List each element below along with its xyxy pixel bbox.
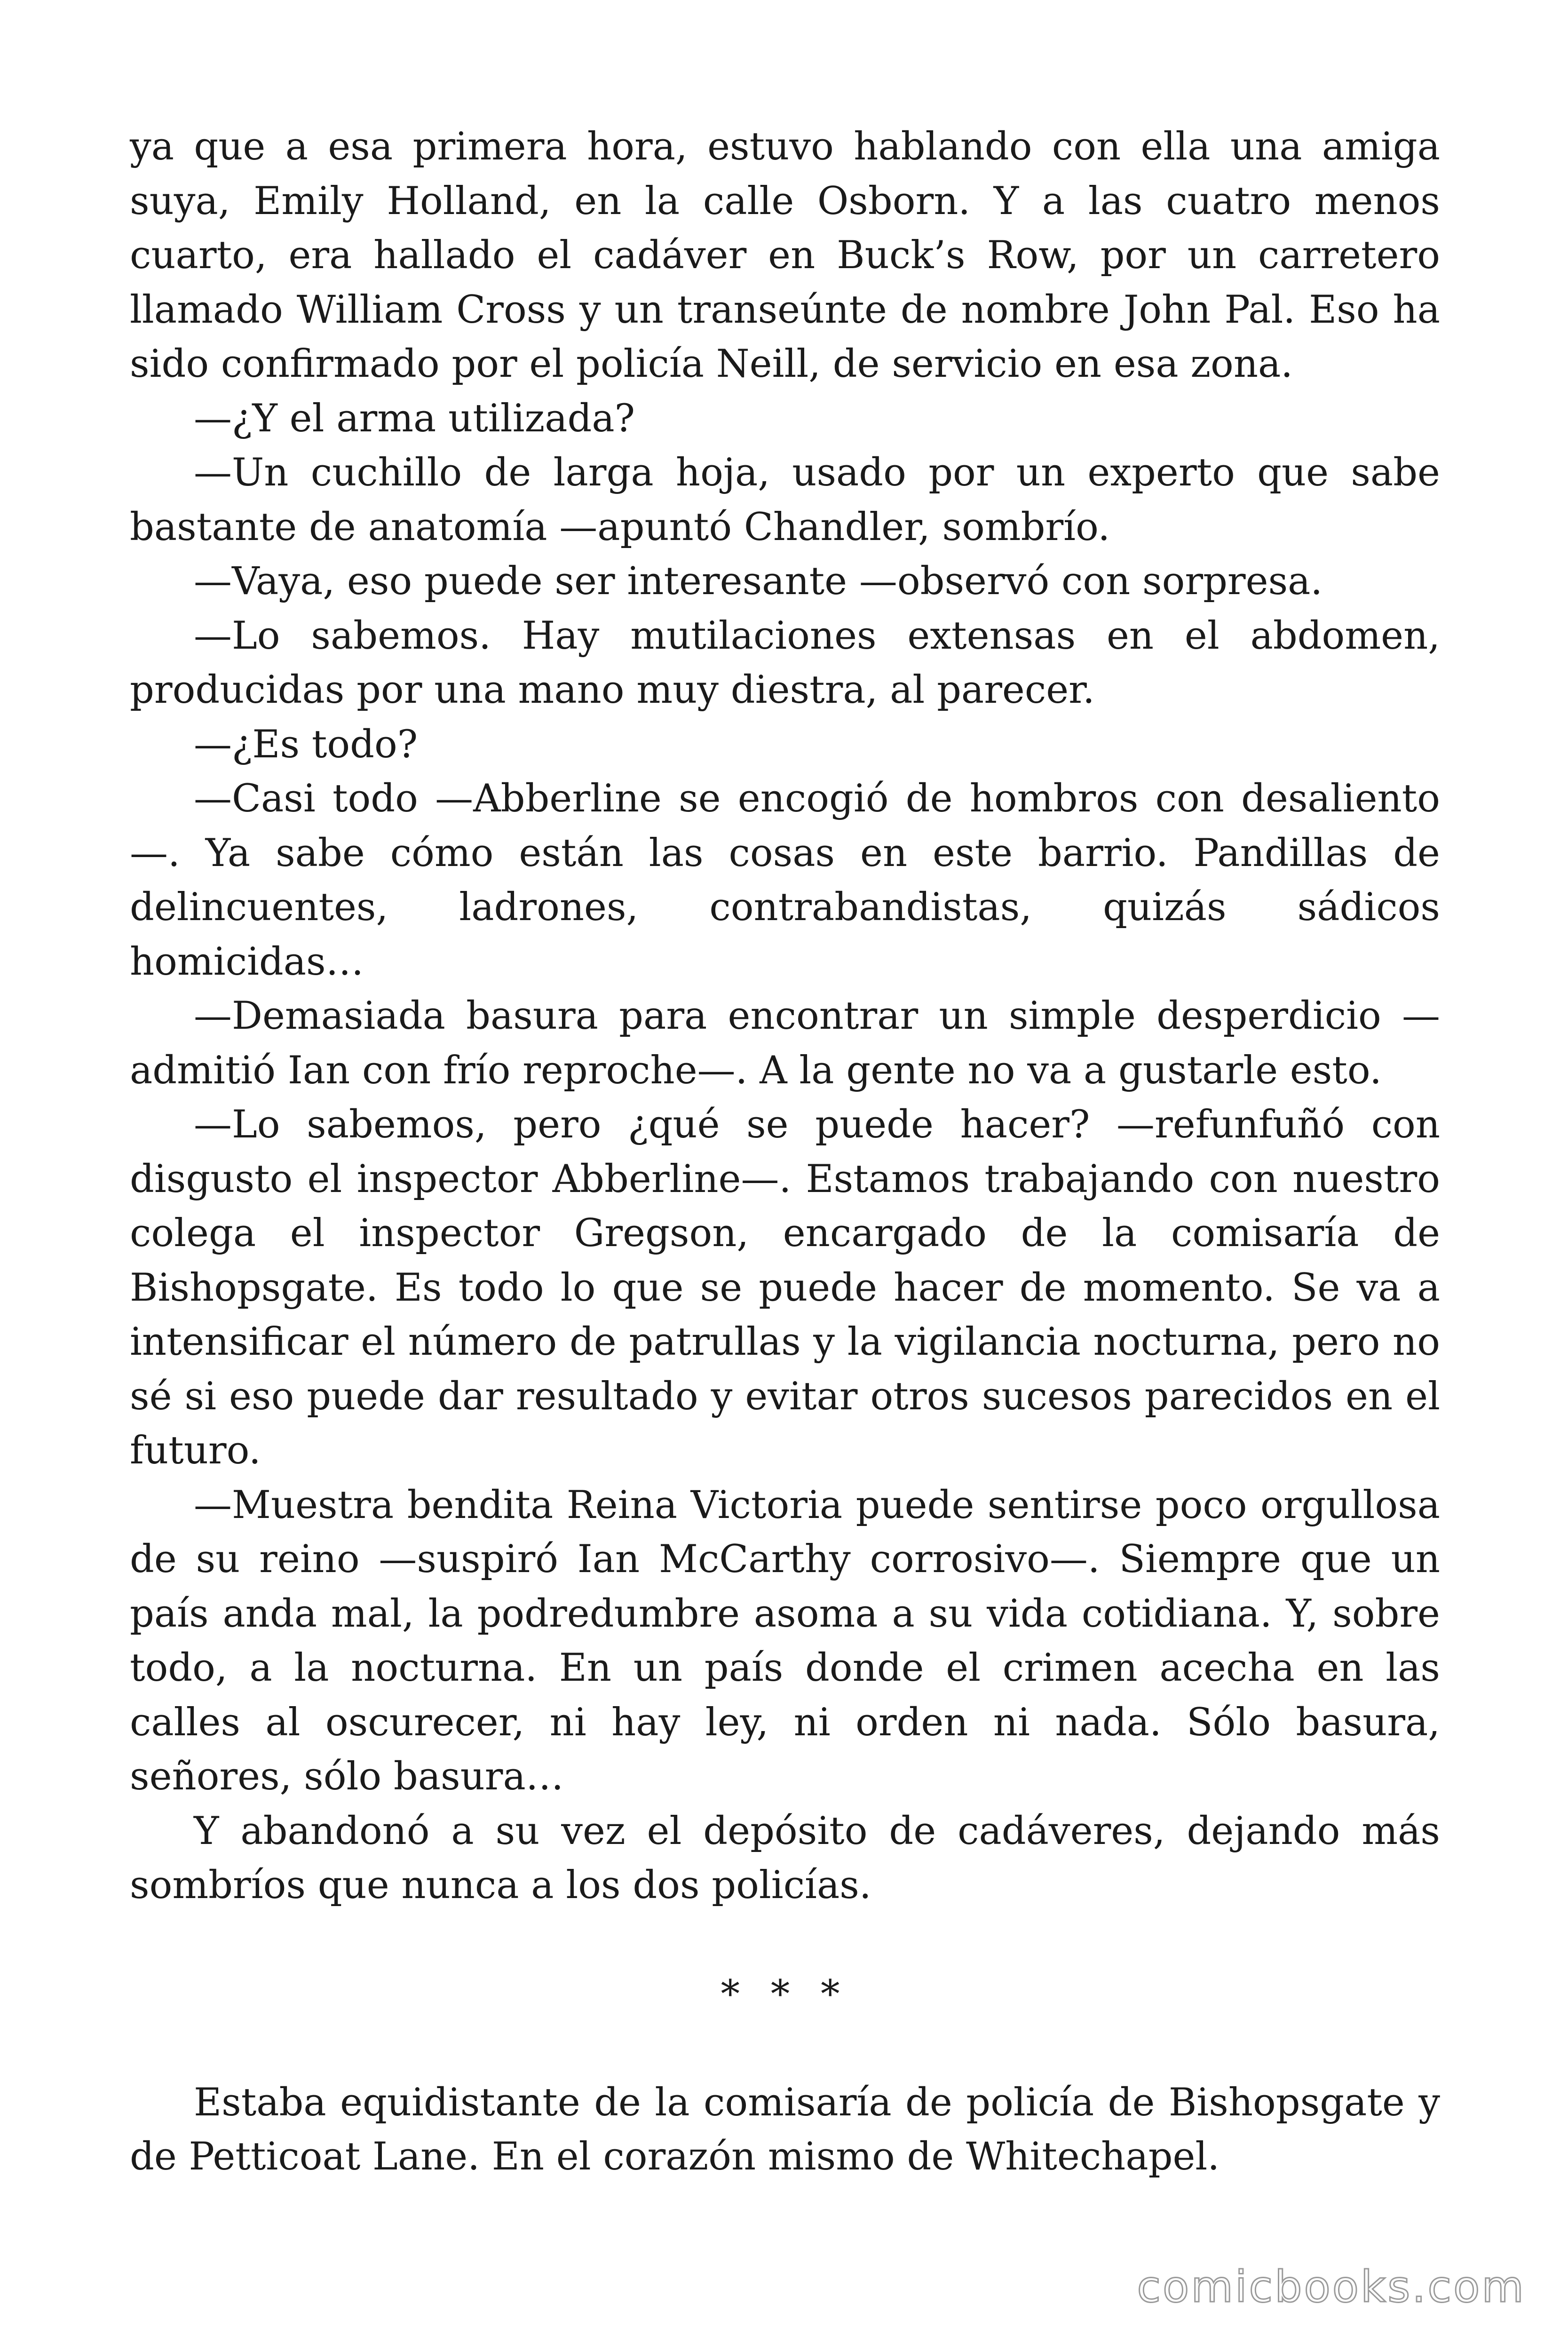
dialogue-line: —Vaya, eso puede ser interesante —observó con sorpresa. — [194, 559, 1323, 604]
dialogue-line: —¿Es todo? — [194, 722, 418, 767]
dialogue-line: —¿Y el arma utilizada? — [194, 396, 635, 441]
dialogue-line: —Demasiada basura para encontrar un simple desperdicio —admitió Ian con frío reproche—. A la gente no va a gustarle esto. — [130, 994, 1440, 1093]
paragraph-continuation: ya que a esa primera hora, estuvo hablando con ella una amiga suya, Emily Holland, en la calle Osborn. Y a las cuatro menos cuarto, era hallado el cadáver en Buck’s Row, por un carretero llamado William Cross y un transeúnte de nombre John Pal. Eso ha sido confirmado por el policía Neill, de servicio en esa zona. — [130, 125, 1440, 386]
section-break: * * * — [721, 1972, 849, 2017]
narrative-paragraph: Y abandonó a su vez el depósito de cadáveres, dejando más sombríos que nunca a los dos policías. — [130, 1809, 1440, 1907]
dialogue-line: —Lo sabemos, pero ¿qué se puede hacer? —refunfuñó con disgusto el inspector Abberline—. Estamos trabajando con nuestro colega el inspector Gregson, encargado de la comisaría de Bishopsgate. Es todo lo que se puede hacer de momento. Se va a intensificar el número de patrullas y la vigilancia nocturna, pero no sé si eso puede dar resultado y evitar otros sucesos parecidos en el futuro. — [130, 1103, 1440, 1473]
dialogue-line: —Casi todo —Abberline se encogió de hombros con desaliento—. Ya sabe cómo están las cosas en este barrio. Pandillas de delincuentes, ladrones, contrabandistas, quizás sádicos homicidas… — [130, 777, 1440, 984]
dialogue-line: —Un cuchillo de larga hoja, usado por un experto que sabe bastante de anatomía —apuntó Chandler, sombrío. — [130, 451, 1440, 549]
narrative-paragraph: Estaba equidistante de la comisaría de policía de Bishopsgate y de Petticoat Lane. En el corazón mismo de Whitechapel. — [130, 2080, 1440, 2179]
site-watermark: comicbooks.com — [1137, 2262, 1526, 2312]
page-body-text — [130, 120, 1440, 2185]
dialogue-line: —Muestra bendita Reina Victoria puede sentirse poco orgullosa de su reino —suspiró Ian McCarthy corrosivo—. Siempre que un país anda mal, la podredumbre asoma a su vida cotidiana. Y, sobre todo, a la nocturna. En un país donde el crimen acecha en las calles al oscurecer, ni hay ley, ni orden ni nada. Sólo basura, señores, sólo basura… — [130, 1483, 1440, 1799]
dialogue-line: —Lo sabemos. Hay mutilaciones extensas en el abdomen, producidas por una mano muy diestra, al parecer. — [130, 613, 1440, 712]
